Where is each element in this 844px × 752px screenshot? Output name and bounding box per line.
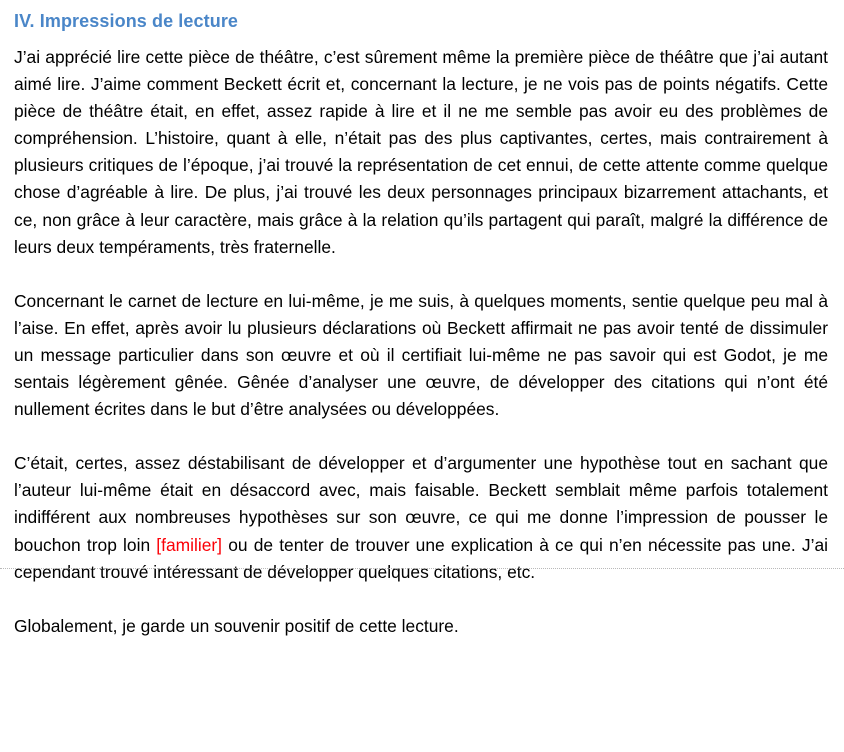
document-body bbox=[14, 44, 828, 640]
paragraph-3-text-before-annotation: C’était, certes, assez déstabilisant de développer et d’argumenter une hypothèse tout en sachant que l’auteur lui-même était en désaccord avec, mais faisable. Beckett semblait même parfois totalement indifférent aux nombreuses hypothèses sur son œuvre, ce qui me donne l’impression de pousser le bouchon trop loin bbox=[14, 453, 828, 555]
paragraph-2: Concernant le carnet de lecture en lui-même, je me suis, à quelques moments, sentie quelque peu mal à l’aise. En effet, après avoir lu plusieurs déclarations où Beckett affirmait ne pas avoir tenté de dissimuler un message particulier dans son œuvre et où il certifiait lui-même ne pas savoir qui est Godot, je me sentais légèrement gênée. Gênée d’analyser une œuvre, de développer des citations qui n’ont été nullement écrites dans le but d’être analysées ou développées. bbox=[14, 290, 828, 420]
page-title: IV. Impressions de lecture bbox=[14, 11, 239, 31]
paragraph-3-text-after-annotation: ou de tenter de trouver une explication à ce qui n’en nécessite pas une. J’ai cependant trouvé intéressant de développer quelques citations, etc. bbox=[14, 534, 828, 582]
paragraph-1: J’ai apprécié lire cette pièce de théâtre, c’est sûrement même la première pièce de théâtre que j’ai autant aimé lire. J’aime comment Beckett écrit et, concernant la lecture, je ne vois pas de points négatifs. Cette pièce de théâtre était, en effet, assez rapide à lire et il ne me semble pas avoir eu des problèmes de compréhension. L’histoire, quant à elle, n’était pas des plus captivantes, certes, mais contrairement à plusieurs critiques de l’époque, j’ai trouvé la représentation de cet ennui, de cette attente comme quelque chose d’agréable à lire. De plus, j’ai trouvé les deux personnages principaux bizarrement attachants, et ce, non grâce à leur caractère, mais grâce à la relation qu’ils partagent qui paraît, malgré la différence de leurs deux tempéraments, très fraternelle. bbox=[14, 47, 828, 257]
paragraph-3 bbox=[14, 450, 828, 585]
paragraph-4: Globalement, je garde un souvenir positif de cette lecture. bbox=[14, 615, 459, 636]
familier-annotation: [familier] bbox=[156, 534, 223, 555]
